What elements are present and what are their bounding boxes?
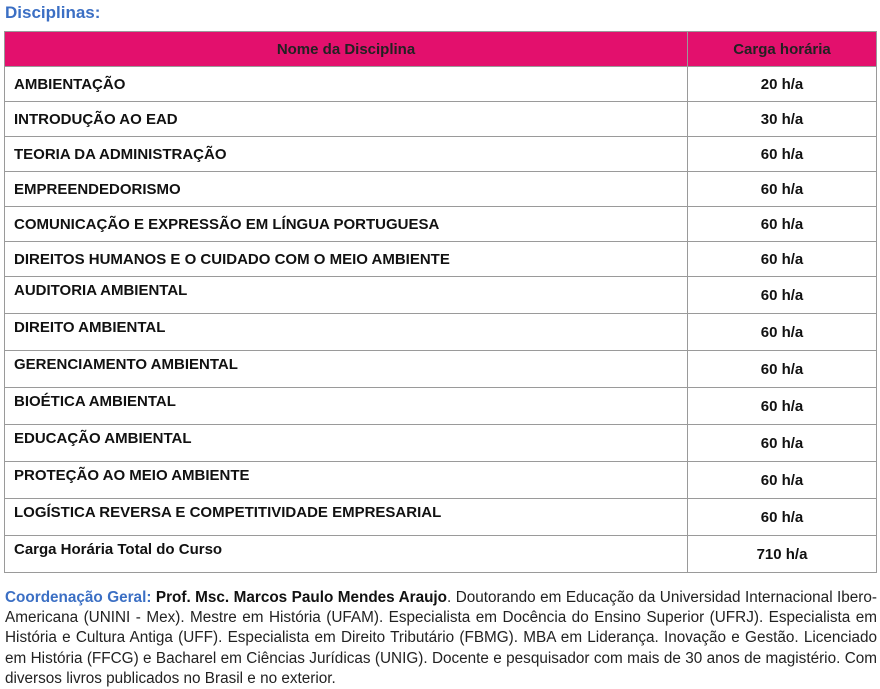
discipline-name: DIREITOS HUMANOS E O CUIDADO COM O MEIO AMBIENTE: [5, 242, 688, 277]
discipline-hours: 60 h/a: [688, 277, 877, 314]
table-row: [5, 277, 877, 314]
coordinator-bio: . Doutorando em Educação da Universidad Internacional Ibero-Americana (UNINI - Mex). Mestre em História (UFAM). Especialista em Docência do Ensino Superior (UFRJ). Especialista em História e Cultura Antiga (UFF). Especialista em Direito Tributário (FBMG). MBA em Liderança. Inovação e Gestão. Licenciado em História (FFCG) e Bacharel em Ciências Jurídicas (UNIG). Docente e pesquisador com mais de 30 anos de magistério. Com diversos livros publicados no Brasil e no exterior.: [5, 589, 878, 687]
header-workload: Carga horária: [688, 32, 877, 67]
total-hours: 710 h/a: [688, 536, 877, 573]
table-total-row: [5, 536, 877, 573]
table-row: [5, 67, 877, 102]
table-row: [5, 499, 877, 536]
header-discipline-name: Nome da Disciplina: [5, 32, 688, 67]
discipline-name: EDUCAÇÃO AMBIENTAL: [5, 425, 688, 462]
discipline-name: BIOÉTICA AMBIENTAL: [5, 388, 688, 425]
table-row: [5, 102, 877, 137]
table-row: [5, 388, 877, 425]
discipline-name: AMBIENTAÇÃO: [5, 67, 688, 102]
discipline-hours: 30 h/a: [688, 102, 877, 137]
discipline-name: PROTEÇÃO AO MEIO AMBIENTE: [5, 462, 688, 499]
table-row: [5, 462, 877, 499]
discipline-name: INTRODUÇÃO AO EAD: [5, 102, 688, 137]
coordination-paragraph: [5, 588, 877, 689]
discipline-name: EMPREENDEDORISMO: [5, 172, 688, 207]
discipline-name: TEORIA DA ADMINISTRAÇÃO: [5, 137, 688, 172]
discipline-hours: 60 h/a: [688, 499, 877, 536]
discipline-name: LOGÍSTICA REVERSA E COMPETITIVIDADE EMPRESARIAL: [5, 499, 688, 536]
discipline-name: COMUNICAÇÃO E EXPRESSÃO EM LÍNGUA PORTUGUESA: [5, 207, 688, 242]
table-row: [5, 314, 877, 351]
table-row: [5, 242, 877, 277]
discipline-hours: 60 h/a: [688, 425, 877, 462]
table-row: [5, 172, 877, 207]
discipline-hours: 60 h/a: [688, 462, 877, 499]
discipline-hours: 60 h/a: [688, 242, 877, 277]
total-label: Carga Horária Total do Curso: [5, 536, 688, 573]
table-row: [5, 137, 877, 172]
discipline-hours: 60 h/a: [688, 207, 877, 242]
table-row: [5, 207, 877, 242]
discipline-name: AUDITORIA AMBIENTAL: [5, 277, 688, 314]
section-title: Disciplinas:: [5, 3, 101, 22]
discipline-hours: 20 h/a: [688, 67, 877, 102]
discipline-hours: 60 h/a: [688, 172, 877, 207]
table-header-row: [5, 32, 877, 67]
discipline-hours: 60 h/a: [688, 388, 877, 425]
discipline-hours: 60 h/a: [688, 137, 877, 172]
table-row: [5, 425, 877, 462]
coordinator-name: Prof. Msc. Marcos Paulo Mendes Araujo: [155, 589, 448, 606]
discipline-hours: 60 h/a: [688, 351, 877, 388]
table-row: [5, 351, 877, 388]
discipline-hours: 60 h/a: [688, 314, 877, 351]
coordination-label: Coordenação Geral:: [5, 589, 152, 606]
disciplines-table: [4, 31, 877, 573]
discipline-name: DIREITO AMBIENTAL: [5, 314, 688, 351]
discipline-name: GERENCIAMENTO AMBIENTAL: [5, 351, 688, 388]
